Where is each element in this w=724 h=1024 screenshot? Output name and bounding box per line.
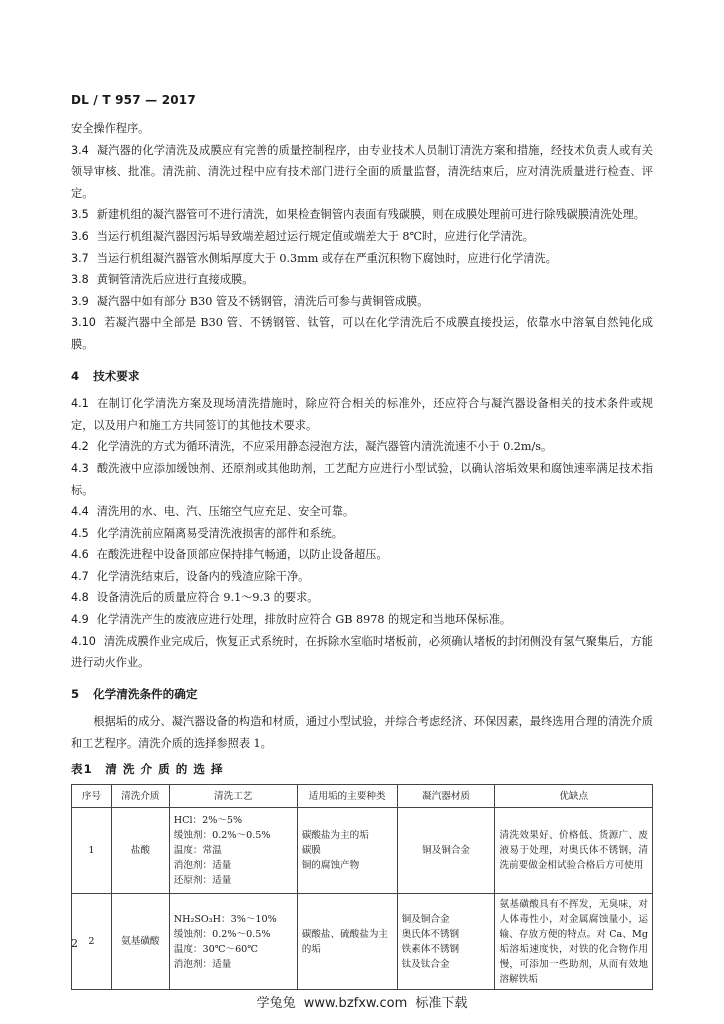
table-row <box>72 808 653 894</box>
cell-no: 2 <box>72 894 112 990</box>
section-5-heading: 5 化学清洗条件的确定 <box>71 686 198 701</box>
table-row <box>72 894 653 990</box>
clause-4-2: 4.2 化学清洗的方式为循环清洗，不应采用静态浸泡方法，凝汽器管内清洗流速不小于 0.2m/s。 <box>71 440 553 454</box>
header-scale-type: 适用垢的主要种类 <box>297 785 397 808</box>
cell-medium: 盐酸 <box>111 808 169 894</box>
clause-3-5: 3.5 新建机组的凝汽器管可不进行清洗，如果检查铜管内表面有残碳膜，则在成膜处理前可进行除残碳膜清洗处理。 <box>71 208 645 222</box>
section-4-items <box>71 393 653 674</box>
clause-3-6: 3.6 当运行机组凝汽器因污垢导致端差超过运行规定值或端差大于 8℃时，应进行化学清洗。 <box>71 229 534 243</box>
clause-3-9: 3.9 凝汽器中如有部分 B30 管及不锈钢管，清洗后可参与黄铜管成膜。 <box>71 294 429 308</box>
clause-3-4: 3.4 凝汽器的化学清洗及成膜应有完善的质量控制程序，由专业技术人员制订清洗方案和措施，经技术负责人或有关领导审核、批准。清洗前、清洗过程中应有技术部门进行全面的质量监督，清洗结束后，应对清洗质量进行检查、评定。 <box>71 143 653 200</box>
cell-pros-cons: 氨基磺酸具有不挥发，无臭味，对人体毒性小，对金属腐蚀量小，运输、存放方便的特点。对 Ca、Mg 垢溶垢速度快，对铁的化合物作用慢，可添加一些助剂，从而有效地溶解铁垢 <box>495 894 653 990</box>
section-3-items <box>71 140 653 356</box>
clause-3-8: 3.8 黄铜管清洗后应进行直接成膜。 <box>71 273 254 287</box>
cell-no: 1 <box>72 808 112 894</box>
clause-4-8: 4.8 设备清洗后的质量应符合 9.1～9.3 的要求。 <box>71 591 319 605</box>
cell-pros-cons: 清洗效果好、价格低、货源广、废液易于处理，对奥氏体不锈钢，清洗前要做金相试验合格后方可使用 <box>495 808 653 894</box>
cell-process: HCl：2%～5% 缓蚀剂：0.2%～0.5% 温度：常温 消泡剂：适量 还原剂：适量 <box>169 808 297 894</box>
header-process: 清洗工艺 <box>169 785 297 808</box>
table-header-row <box>72 785 653 808</box>
header-pros-cons: 优缺点 <box>495 785 653 808</box>
cell-scale-type: 碳酸盐为主的垢 碳膜 铜的腐蚀产物 <box>297 808 397 894</box>
cell-process: NH₂SO₃H：3%～10% 缓蚀剂：0.2%～0.5% 温度：30℃～60℃ 消泡剂：适量 <box>169 894 297 990</box>
clause-3-7: 3.7 当运行机组凝汽器管水侧垢厚度大于 0.3mm 或存在严重沉积物下腐蚀时，应进行化学清洗。 <box>71 251 557 265</box>
standard-code-header: DL / T 957 — 2017 <box>71 93 196 107</box>
clause-4-9: 4.9 化学清洗产生的废液应进行处理，排放时应符合 GB 8978 的规定和当地环保标准。 <box>71 613 512 627</box>
cell-material: 铜及铜合金 奥氏体不锈钢 铁素体不锈钢 钛及钛合金 <box>397 894 495 990</box>
cell-material: 铜及铜合金 <box>397 808 495 894</box>
cleaning-medium-table <box>71 784 653 990</box>
table-caption: 表1 清 洗 介 质 的 选 择 <box>71 761 224 776</box>
page-number: 2 <box>71 937 78 950</box>
clause-4-10: 4.10 清洗成膜作业完成后，恢复正式系统时，在拆除水室临时堵板前，必须确认堵板的封闭侧没有氢气聚集后，方能进行动火作业。 <box>71 634 653 670</box>
clause-4-5: 4.5 化学清洗前应隔离易受清洗液损害的部件和系统。 <box>71 526 343 540</box>
clause-3-10: 3.10 若凝汽器中全部是 B30 管、不锈钢管、钛管，可以在化学清洗后不成膜直接投运，依靠水中溶氧自然钝化成膜。 <box>71 316 653 351</box>
clause-4-3: 4.3 酸洗液中应添加缓蚀剂、还原剂或其他助剂，工艺配方应进行小型试验，以确认溶垢效果和腐蚀速率满足技术指标。 <box>71 461 653 497</box>
section-4-heading: 4 技术要求 <box>71 368 140 383</box>
header-material: 凝汽器材质 <box>397 785 495 808</box>
site-watermark: 学兔兔 www.bzfxw.com 标准下载 <box>256 996 468 1011</box>
cell-scale-type: 碳酸盐、硫酸盐为主的垢 <box>297 894 397 990</box>
clause-4-4: 4.4 清洗用的水、电、汽、压缩空气应充足、安全可靠。 <box>71 505 355 519</box>
cell-medium: 氨基磺酸 <box>111 894 169 990</box>
page-content <box>71 118 653 990</box>
clause-4-7: 4.7 化学清洗结束后，设备内的残渣应除干净。 <box>71 569 310 583</box>
header-no: 序号 <box>72 785 112 808</box>
continuation-text: 安全操作程序。 <box>71 122 150 135</box>
clause-4-6: 4.6 在酸洗进程中设备顶部应保持排气畅通，以防止设备超压。 <box>71 548 388 562</box>
section-5-paragraph: 根据垢的成分、凝汽器设备的构造和材质，通过小型试验，并综合考虑经济、环保因素，最终选用合理的清洗介质和工艺程序。清洗介质的选择参照表 1。 <box>71 715 653 751</box>
header-medium: 清洗介质 <box>111 785 169 808</box>
clause-4-1: 4.1 在制订化学清洗方案及现场清洗措施时，除应符合相关的标准外，还应符合与凝汽器设备相关的技术条件或规定，以及用户和施工方共同签订的其他技术要求。 <box>71 397 653 432</box>
